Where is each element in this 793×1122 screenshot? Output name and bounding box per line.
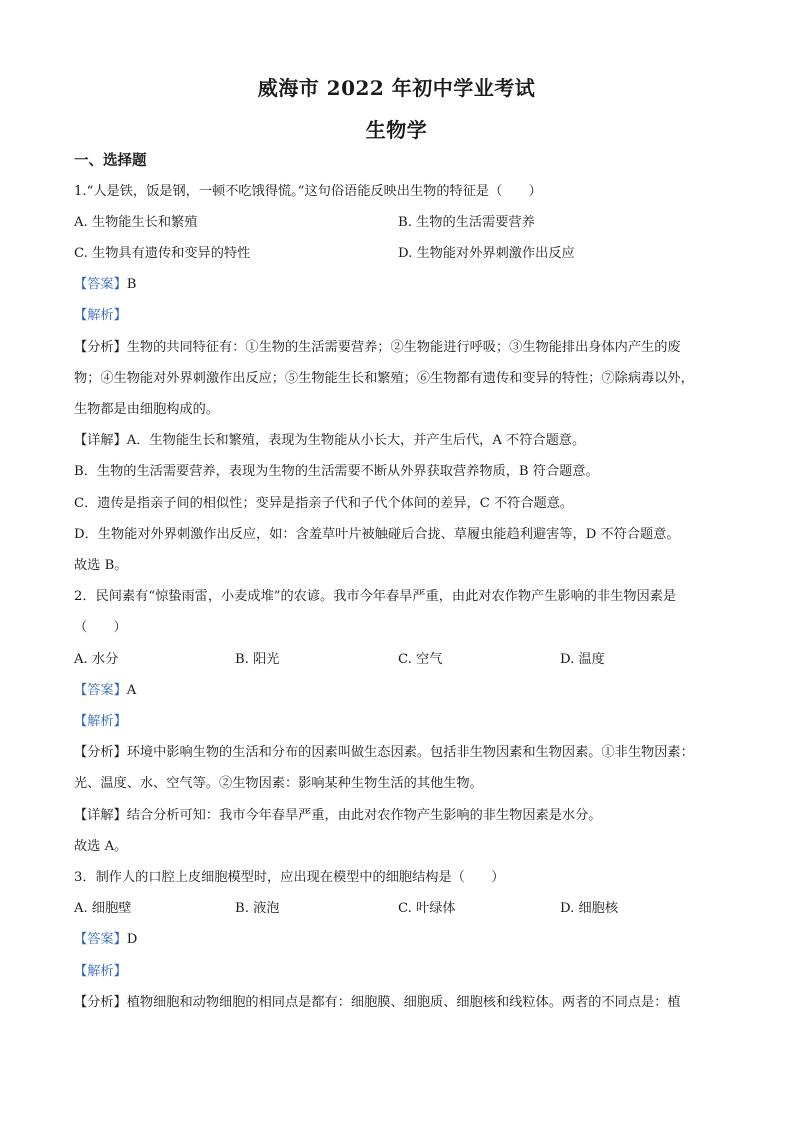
- q3-option-b: B. 液泡: [235, 901, 280, 916]
- answer-tag: 【答案】: [74, 277, 127, 292]
- section-heading: 一、选择题: [74, 152, 147, 169]
- q1-fenxi-line: 生物都是由细胞构成的。: [74, 402, 220, 417]
- q3-option-c: C. 叶绿体: [398, 901, 456, 916]
- q2-stem: 2．民间素有“惊蛰雨雷，小麦成堆”的农谚。我市今年春旱严重，由此对农作物产生影响的非生物因素是: [74, 589, 677, 604]
- q1-option-c: C. 生物具有遗传和变异的特性: [74, 246, 251, 261]
- q2-analysis-tag: 【解析】: [74, 714, 127, 729]
- q1-xiangjie-line: C．遗传是指亲子间的相似性；变异是指亲子代和子代个体间的差异，C 不符合题意。: [74, 496, 574, 511]
- q1-fenxi-line: 物；④生物能对外界刺激作出反应；⑤生物能生长和繁殖；⑥生物都有遗传和变异的特性；⑦除病毒以外，: [74, 371, 694, 386]
- q1-fenxi-line: 【分析】生物的共同特征有：①生物的生活需要营养；②生物能进行呼吸；③生物能排出身体内产生的废: [74, 340, 681, 355]
- q3-fenxi-line: 【分析】植物细胞和动物细胞的相同点是都有：细胞膜、细胞质、细胞核和线粒体。两者的不同点是：植: [74, 995, 681, 1010]
- q2-answer: 【答案】A: [74, 683, 137, 698]
- q2-fenxi-line: 光、温度、水、空气等。②生物因素：影响某种生物生活的其他生物。: [74, 776, 483, 791]
- q3-answer: 【答案】D: [74, 932, 138, 947]
- q3-option-a: A. 细胞壁: [74, 901, 132, 916]
- q1-xiangjie-line: 【详解】A．生物能生长和繁殖，表现为生物能从小长大，并产生后代，A 不符合题意。: [74, 433, 586, 448]
- q1-xiangjie-line: B．生物的生活需要营养，表现为生物的生活需要不断从外界获取营养物质，B 符合题意。: [74, 464, 599, 479]
- q1-conclusion: 故选 B。: [74, 558, 128, 573]
- q3-stem: 3．制作人的口腔上皮细胞模型时，应出现在模型中的细胞结构是（ ）: [74, 870, 505, 885]
- document-subtitle: 生物学: [365, 118, 428, 142]
- q2-option-a: A. 水分: [74, 652, 119, 667]
- q1-option-a: A. 生物能生长和繁殖: [74, 215, 198, 230]
- q1-analysis-tag: 【解析】: [74, 308, 127, 323]
- q2-option-d: D. 温度: [560, 652, 605, 667]
- q1-stem: 1.“人是铁，饭是钢，一顿不吃饿得慌。”这句俗语能反映出生物的特征是（ ）: [74, 184, 542, 199]
- q2-stem: （ ）: [74, 620, 127, 635]
- q2-conclusion: 故选 A。: [74, 839, 128, 854]
- q1-option-b: B. 生物的生活需要营养: [398, 215, 535, 230]
- document-title: 威海市 2022 年初中学业考试: [257, 76, 536, 100]
- q1-option-d: D. 生物能对外界刺激作出反应: [398, 246, 575, 261]
- q1-answer: 【答案】B: [74, 277, 137, 292]
- q2-option-b: B. 阳光: [235, 652, 280, 667]
- q2-xiangjie-line: 【详解】结合分析可知：我市今年春旱严重，由此对农作物产生影响的非生物因素是水分。: [74, 808, 602, 823]
- q2-fenxi-line: 【分析】环境中影响生物的生活和分布的因素叫做生态因素。包括非生物因素和生物因素。①非生物因素：: [74, 745, 694, 760]
- q1-xiangjie-line: D．生物能对外界刺激作出反应，如：含羞草叶片被触碰后合拢、草履虫能趋利避害等，D 不符合题意。: [74, 527, 680, 542]
- q3-option-d: D. 细胞核: [560, 901, 619, 916]
- q3-analysis-tag: 【解析】: [74, 964, 127, 979]
- q2-option-c: C. 空气: [398, 652, 443, 667]
